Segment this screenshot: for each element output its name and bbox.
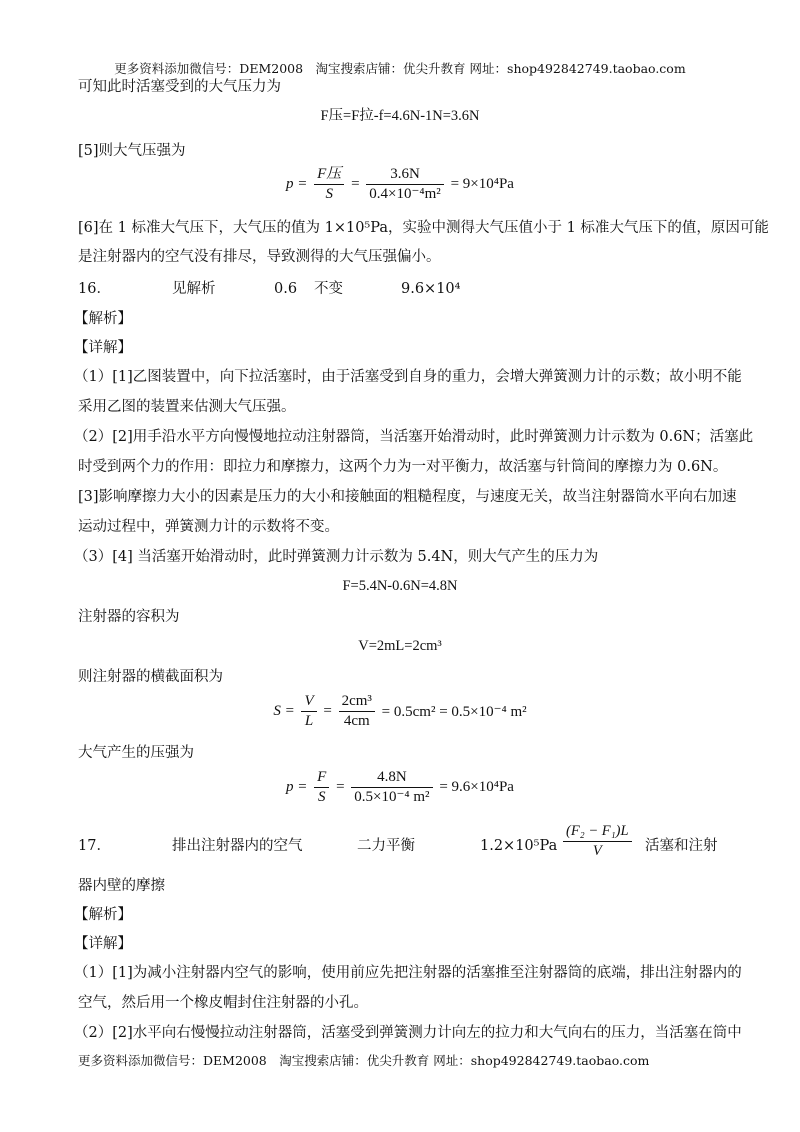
equation-area: S = $\frac{V}{L}$ = $\frac{\text{2cm³}}{4cm}$ = 0.5cm² = 0.5×10⁻⁴ m² [273,693,527,729]
equation-force: F=5.4N-0.6N=4.8N [342,578,458,594]
text-line: 空气，然后用一个橡皮帽封住注射器的小孔。 [78,995,368,1011]
equation-atmospheric-force: F压=F拉-f=4.6N-1N=3.6N [320,108,480,124]
fraction-denominator: S [325,186,333,202]
eq-lhs: p = [286,779,308,795]
fraction-denominator: 0.5×10⁻⁴ m² [354,789,430,805]
section-label: 【解析】 [74,311,132,327]
text-line: 可知此时活塞受到的大气压力为 [78,79,281,95]
eq-rhs: = 9×10⁴Pa [450,176,514,192]
text-line: 大气产生的压强为 [78,745,194,761]
text-line: （1）[1]乙图装置中，向下拉活塞时，由于活塞受到自身的重力，会增大弹簧测力计的示数；故小明不能 [74,369,742,385]
fraction-denominator: 4cm [343,713,370,729]
fraction [351,768,432,807]
answer: 活塞和注射 [645,838,718,854]
fraction [366,165,444,204]
text-line: （2）[2]用手沿水平方向慢慢地拉动注射器筒，当活塞开始滑动时，此时弹簧测力计示数为 0.6N；活塞此 [74,429,754,445]
question-number: 16． [78,281,111,297]
text-line: [6]在 1 标准大气压下，大气压的值为 1×10⁵Pa，实验中测得大气压值小于 1 标准大气压下的值，原因可能 [78,220,769,236]
text-line: 是注射器内的空气没有排尽，导致测得的大气压强偏小。 [78,249,441,265]
section-label: 【解析】 [74,907,132,923]
page-footer: 更多资料添加微信号：DEM2008 淘宝搜索店铺：优尖升教育 网址：shop492842749.taobao.com [78,1053,650,1068]
text-line: 注射器的容积为 [78,609,180,625]
fraction-numerator: (F₂ − F₁)L [563,822,632,842]
text-line: 采用乙图的装置来估测大气压强。 [78,399,296,415]
text-line: （1）[1]为减小注射器内空气的影响，使用前应先把注射器的活塞推至注射器筒的底端，排出注射器内的 [74,965,742,981]
eq-rhs: = 9.6×10⁴Pa [439,779,514,795]
fraction-numerator: 2cm³ [339,692,375,712]
fraction [339,692,375,731]
text-line: [5]则大气压强为 [78,143,186,159]
answer: 1.2×10⁵Pa [480,838,558,854]
answer: 二力平衡 [357,838,415,854]
text-line: （3）[4] 当活塞开始滑动时，此时弹簧测力计示数为 5.4N，则大气产生的压力为 [74,549,599,565]
text-line: 则注射器的横截面积为 [78,669,223,685]
eq-lhs: S = [273,703,295,719]
text-line: （2）[2]水平向右慢慢拉动注射器筒，活塞受到弹簧测力计向左的拉力和大气向右的压力，当活塞在筒中 [74,1025,742,1041]
text-line: [3]影响摩擦力大小的因素是压力的大小和接触面的粗糙程度，与速度无关，故当注射器筒水平向右加速 [78,489,737,505]
fraction-numerator: V [301,692,316,712]
answer-fraction [560,822,635,861]
fraction [563,822,632,861]
fraction-denominator: L [304,713,314,729]
eq-lhs: p = [286,176,308,192]
fraction-denominator: 0.4×10⁻⁴m² [369,186,441,202]
answer: 排出注射器内的空气 [172,838,303,854]
question-number: 17． [78,838,111,854]
fraction-denominator: V [592,843,602,859]
text-line: 时受到两个力的作用：即拉力和摩擦力，这两个力为一对平衡力，故活塞与针筒间的摩擦力为 0.6N。 [78,459,728,475]
page-header: 更多资料添加微信号：DEM2008 淘宝搜索店铺：优尖升教育 网址：shop492842749.taobao.com [114,61,686,76]
text-line: 器内壁的摩擦 [78,878,165,894]
eq-rhs: = 0.5cm² = 0.5×10⁻⁴ m² [381,704,527,720]
fraction-numerator: F [314,768,329,788]
fraction-numerator: F压 [314,165,344,185]
equation-volume: V=2mL=2cm³ [358,638,442,654]
fraction-numerator: 4.8N [351,768,432,788]
answer: 不变 [314,281,343,297]
section-label: 【详解】 [74,340,132,356]
equation-pressure-2: p = $\frac{F}{S}$ = $\frac{4.8N}{\text{0.5×10⁻⁴ m²}}$ = 9.6×10⁴Pa [286,769,514,805]
fraction [314,165,344,204]
fraction-denominator: S [317,789,326,805]
answer: 0.6 [274,281,298,297]
fraction-numerator: 3.6N [366,165,444,185]
section-label: 【详解】 [74,936,132,952]
fraction [301,692,316,731]
answer: 9.6×10⁴ [401,281,461,297]
equation-pressure-1: p = $\frac{\text{F压}}{S}$ = $\frac{3.6N}{\text{0.4×10⁻⁴m²}}$ = 9×10⁴Pa [286,166,514,202]
fraction [314,768,329,807]
answer: 见解析 [172,281,216,297]
text-line: 运动过程中，弹簧测力计的示数将不变。 [78,519,339,535]
